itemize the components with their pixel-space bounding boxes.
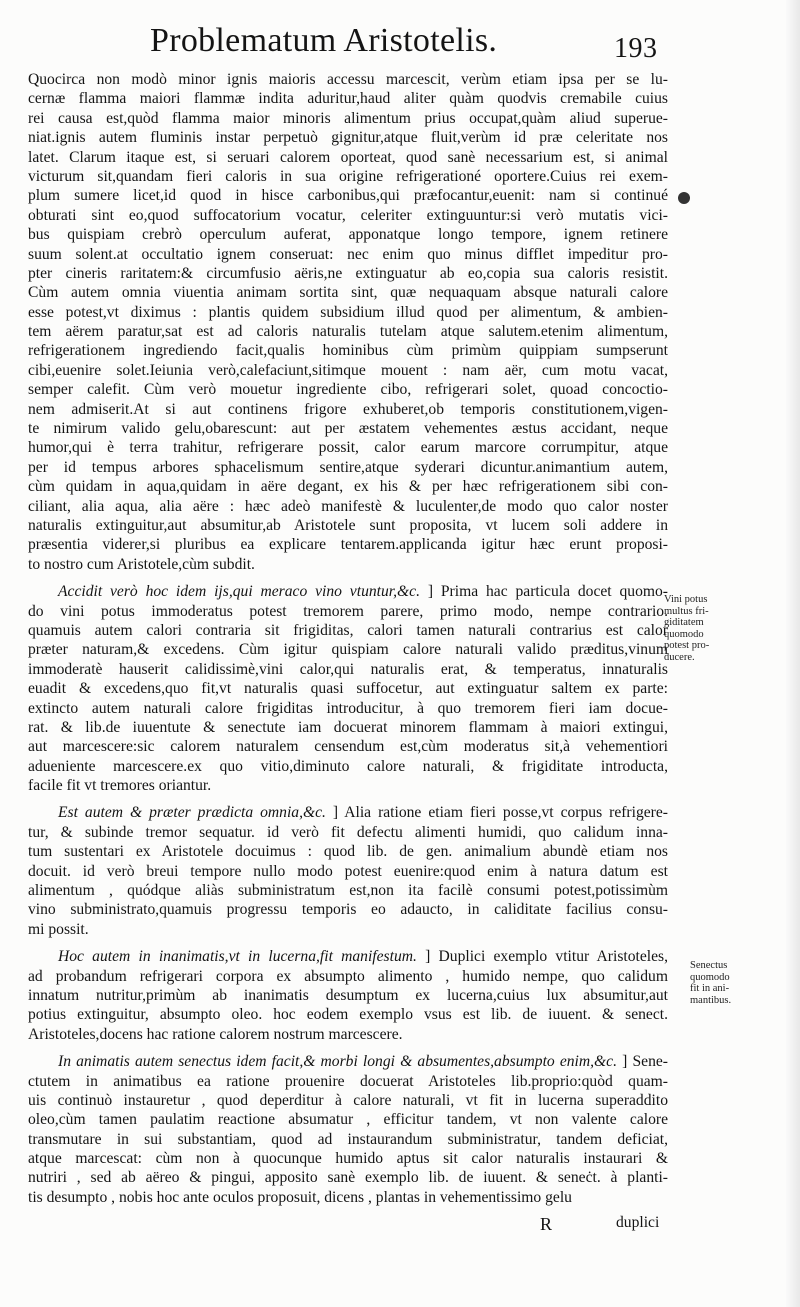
text-line: naturalis extinguitur,aut absumitur,ab Aristotele sunt proposita, vt lucem soli addere in <box>28 516 668 534</box>
lemma-continuation: ] Alia ratione etiam fieri posse,vt corpus refrigere- <box>332 804 668 822</box>
lemma-line <box>28 803 668 822</box>
lemma-line <box>28 582 668 601</box>
text-line: innatum nutritur,primùm ab inanimatis desumptum ex lucerna,cuius lux absumitur,aut <box>28 986 668 1004</box>
text-line: nem admiserit.At si aut continens frigore exhuberet,ob temporis constitutionem,vigen- <box>28 400 668 418</box>
text-line: Aristoteles,docens hac ratione calorem nostrum marcescere. <box>28 1025 403 1043</box>
lemma-quote: Hoc autem in inanimatis,vt in lucerna,fit manifestum. <box>58 948 417 966</box>
text-line: extincto autem naturali calore frigiditas introducitur, à quo tremorem fieri iam docue- <box>28 699 668 717</box>
text-line: per id tempus arbores sphacelismum sentire,atque syderari dicuntur.animantium autem, <box>28 458 668 476</box>
marginal-note-1 <box>664 594 754 663</box>
marginal-note-line: fit in ani- <box>690 983 730 994</box>
text-line: te nimirum valido gelu,obarescunt: aut per æstatem vehementes æstus accidant, neque <box>28 420 668 438</box>
section-gap <box>28 1044 668 1052</box>
marginal-note-line: Senectus <box>690 960 728 971</box>
lemma-quote: In animatis autem senectus idem facit,& morbi longi & absumentes,absumpto enim,&c. <box>58 1053 617 1071</box>
text-line: tem aërem paratur,sat est ad caloris naturalis tutelam atque salutem.etenim alimentum, <box>28 323 668 341</box>
text-line: cùm quidam in aqua,quidam in aëre degant, ex his & per hæc refrigerationem sibi con- <box>28 478 668 496</box>
section-gap <box>28 939 668 947</box>
text-line: nutriri , sed ab aëreo & pingui, apposito sanè exemplo lib. de iuuent. & seneċt. à planti- <box>28 1169 668 1187</box>
text-line: vino subministrato,quamuis progressu temporis eo adaucto, in caliditate facilius consu- <box>28 901 668 919</box>
text-line: tur, & subinde tremor sequatur. id verò fit defectu alimenti humidi, quo calidum inna- <box>28 823 668 841</box>
text-line: mi possit. <box>28 920 89 938</box>
marginal-note-line: multus fri- <box>664 605 709 617</box>
text-line: potius extinguitur, absumpto oleo. hoc eodem exemplo vsus est lib. de iuuent. & senect. <box>28 1006 668 1024</box>
text-line: plum sumere licet,id quod in hisce carbonibus,qui præfocantur,euenit: nam si continué <box>28 187 668 205</box>
marginal-note-line: quomodo <box>664 628 704 640</box>
text-line: bus quispiam crebrò operculum auferat, apponatque longo tempore, ignem retinere <box>28 226 668 244</box>
lemma-quote: Accidit verò hoc idem ijs,qui meraco vino vtuntur,&c. <box>58 583 420 601</box>
text-line: humor,qui è terra trahitur, refrigerare possit, calor earum marcore corrumpitur, atque <box>28 439 668 457</box>
text-line: do vini potus immoderatus potest tremorem parere, primo modo, nempe contrario. <box>28 602 668 620</box>
marginal-note-line: potest pro- <box>664 640 710 651</box>
text-line: cibi,euenire solet.Ieiunia verò,calefaciunt,sitimque mouent : nam aër, cum motu vacat, <box>28 361 668 379</box>
text-line: refrigerationem ingrediendo facit,qualis hominibus cùm primùm quippiam sumpserunt <box>28 342 668 360</box>
text-line: obturati sint eo,quod suffocatorium vocatur, celeriter extinguuntur:si verò mutatis vici- <box>28 206 668 224</box>
text-line: transmutare in sui substantiam, quod ad instaurandum subministratur, tandem deficiat, <box>28 1130 668 1148</box>
text-line: tum sustentari ex Aristotele docuimus : quod lib. de gen. animalium abundè etiam nos <box>28 843 668 861</box>
text-line: adueniente marcescere.ex quo vitio,diminuto calore naturali, & frigiditate introducta, <box>28 757 668 775</box>
text-line: præsentia viderer,si pluribus ea explicare tentarem.applicanda igitur hæc erunt proposi- <box>28 536 668 554</box>
text-line: rei causa est,quòd flamma maior minoris alimentum prius occupat,quàm aliud superue- <box>28 109 668 127</box>
text-line: uis continuò instauretur , quod deperditur à calore naturali, vt fit in lucerna superaddito <box>28 1091 668 1109</box>
text-line: cernæ flamma maiori flammæ indita aduritur,haud aliter quàm quodvis cremabile cuius <box>28 90 668 108</box>
text-line: esse potest,vt diximus : plantis quidem subsidium illud quod per alimentum, & ambien- <box>28 303 668 321</box>
marginal-note-line: mantibus. <box>690 994 732 1006</box>
text-line: ad probandum refrigerari corpora ex absumpto alimento , humido nempe, quo calidum <box>28 967 668 985</box>
text-line: latet. Clarum itaque est, si seruari calorem oporteat, quod sanè necessarium est, si animal <box>28 148 668 166</box>
section-gap <box>28 795 668 803</box>
page-edge-shadow <box>786 0 800 1307</box>
text-line: niat.ignis autem fluminis instar perpetuò gignitur,atque fluit,verùm id præ celeritate nos <box>28 129 668 147</box>
text-line: alimentum , quódque aliàs subministratum est,non ita facilè consumi potest,potissimùm <box>28 882 668 900</box>
text-line: pter cineris raritatem:& circumfusio aëris,ne extinguatur ab eo,copia sua caloris resistit. <box>28 264 668 282</box>
text-line: ciliant, alia aqua, alia aëre : hæc adeò manifestè & luculenter,de modo quo calor noster <box>28 497 668 515</box>
commentary-section <box>28 1052 668 1207</box>
ink-blot <box>678 192 690 204</box>
lemma-line <box>28 1052 668 1071</box>
signature-mark: R <box>540 1214 553 1234</box>
lemma-continuation: ] Duplici exemplo vtitur Aristoteles, <box>425 948 668 966</box>
text-line: Cùm autem omnia viuentia animam sortita sint, quæ nequaquam absque naturali calore <box>28 284 668 302</box>
lemma-quote: Est autem & præter prædicta omnia,&c. <box>58 804 326 822</box>
text-line: victurum sit,quandam fieri caloris in sua origine refrigerationé oportere.Cuius rei exem- <box>28 167 668 185</box>
text-line: to nostro cum Aristotele,cùm subdit. <box>28 555 255 573</box>
marginal-note-line: Vini potus <box>664 594 708 605</box>
text-line: aut marcescere:sic calorem naturalem censendum est,cùm moderatus sit,à vehementiori <box>28 738 668 756</box>
lemma-continuation: ] Sene- <box>622 1053 668 1071</box>
commentary-section <box>28 947 668 1044</box>
lemma-line <box>28 947 668 966</box>
commentary-section <box>28 803 668 939</box>
text-line: tis desumpto , nobis hoc ante oculos proposuit, dicens , plantas in vehementissimo gelu <box>28 1188 572 1206</box>
marginal-note-line: ducere. <box>664 651 695 663</box>
text-line: euadit & excedens,quo fit,vt naturalis quasi suffocetur, aut extinguatur saltem ex parte: <box>28 680 668 698</box>
text-line: facile fit vt tremores oriantur. <box>28 777 212 795</box>
text-line: quamuis autem calori contraria sit frigiditas, calori tamen naturali contrarius est calor <box>28 621 668 639</box>
main-text-block <box>28 70 668 1207</box>
catchword: duplici <box>616 1214 660 1231</box>
text-line: ctutem in animatibus ea ratione prouenire docuerat Aristoteles lib.proprio:quòd quam- <box>28 1072 668 1090</box>
lemma-continuation: ] Prima hac particula docet quomo- <box>427 583 668 601</box>
text-line: oleo,cùm tamen paulatim reactione absumatur , efficitur tandem, vt non valente calore <box>28 1111 668 1129</box>
body-paragraph <box>28 70 668 574</box>
text-line: semper calefit. Cùm verò mouetur ingrediente cibo, refrigerari solet, quoad concoctio- <box>28 381 668 399</box>
commentary-sections <box>28 574 668 1207</box>
running-head-title: Problematum Aristotelis. <box>150 22 498 59</box>
text-line: immoderatè hauserit calidissimè,vini calor,qui naturalis erat, & temperatus, innaturalis <box>28 660 668 678</box>
marginal-note-line: giditatem <box>664 617 704 628</box>
text-line: suum solent.at occultatio ignem conseruat: nec enim quo minus difflet impeditur pro- <box>28 245 668 263</box>
commentary-section <box>28 582 668 795</box>
text-line: Quocirca non modò minor ignis maioris accessu marcescit, verùm etiam ipsa per se lu- <box>28 71 668 88</box>
marginal-note-2 <box>690 960 780 1006</box>
page-number: 193 <box>614 33 658 64</box>
text-line: atque marcescat: cùm non à quocunque humido aptus sit calor naturalis instaurari & <box>28 1150 668 1168</box>
text-line: præter naturam,& excedens. Cùm igitur quispiam calore naturali valido præditus,vinum <box>28 641 668 659</box>
marginal-note-line: quomodo <box>690 971 730 983</box>
text-line: rat. & lib.de iuuentute & senectute iam docuerat minorem flammam à maiori extingui, <box>28 718 668 736</box>
text-line: docuit. id verò breui tempore nullo modo potest euenire:quod enim à natura datum est <box>28 862 668 880</box>
section-gap <box>28 574 668 582</box>
